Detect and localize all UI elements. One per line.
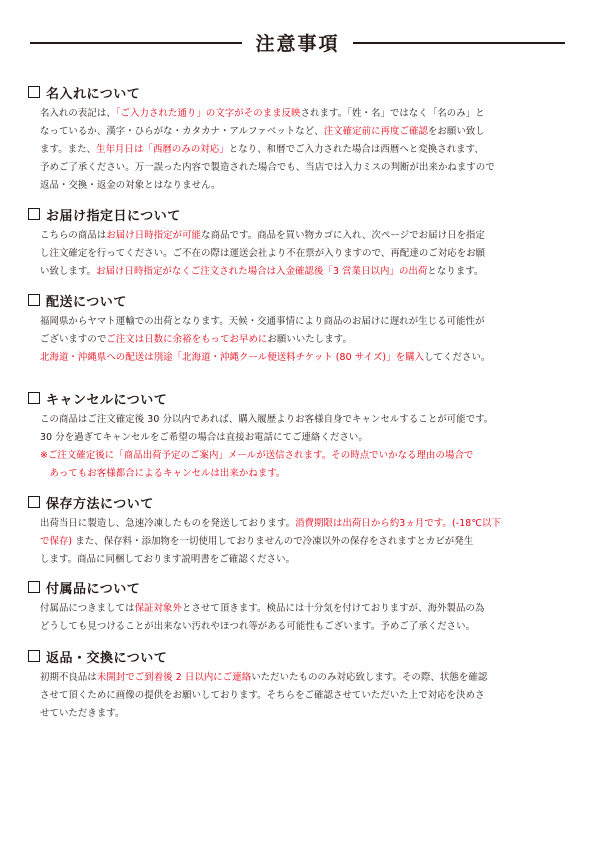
checkbox-icon bbox=[28, 650, 40, 662]
section-delivery-date bbox=[28, 205, 573, 281]
body-text: となり、和暦でご入力された場合は西暦へと変換されます、 bbox=[228, 144, 484, 155]
body-text: してください。 bbox=[424, 352, 491, 363]
section-shipping bbox=[28, 291, 573, 367]
emphasis-text: 注文確定前に再度ご確認 bbox=[323, 126, 428, 137]
checkbox-icon bbox=[28, 496, 40, 508]
body-text: します。商品に同梱しております説明書をご確認ください。 bbox=[40, 554, 296, 565]
section-body bbox=[28, 411, 573, 483]
section-body bbox=[28, 669, 573, 723]
body-text: せていただきます。 bbox=[40, 708, 125, 719]
body-text: こちらの商品は bbox=[40, 230, 107, 241]
body-text: させて頂くために画像の提供をお願いしております。そちらをご確認させていただいた上で対応を決めさ bbox=[40, 690, 485, 701]
body-text: な商品です。商品を買い物カゴに入れ、次ページでお届け日を指定 bbox=[201, 230, 485, 241]
section-title: 名入れについて bbox=[46, 86, 141, 102]
body-text: なっているか、漢字・ひらがな・カタカナ・アルファベットなど、 bbox=[40, 126, 324, 137]
body-line bbox=[40, 447, 573, 465]
emphasis-text: ご注文は日数に余裕をもってお早めに bbox=[106, 334, 268, 345]
section-accessories bbox=[28, 578, 573, 636]
section-body bbox=[28, 313, 573, 367]
body-line bbox=[40, 313, 573, 331]
body-line bbox=[40, 105, 573, 123]
body-line bbox=[40, 177, 573, 195]
body-line bbox=[40, 263, 573, 281]
section-name-engraving bbox=[28, 83, 573, 195]
body-text: また、保存料・添加物を一切使用しておりませんので冷凍以外の保存をされますとカビが発生 bbox=[72, 536, 474, 547]
body-text: 出荷当日に製造し、急速冷凍したものを発送しております。 bbox=[40, 518, 296, 529]
checkbox-icon bbox=[28, 208, 40, 220]
body-line bbox=[40, 515, 573, 533]
body-line bbox=[40, 159, 573, 177]
body-text: をお願い致し bbox=[427, 126, 485, 137]
checkbox-icon bbox=[28, 294, 40, 306]
body-line bbox=[40, 123, 573, 141]
emphasis-text: お届け日時指定がなくご注文された場合は入金確認後「3 営業日以内」の出荷 bbox=[96, 266, 428, 277]
body-text: 付属品につきましては bbox=[40, 603, 135, 614]
section-title: 付属品について bbox=[46, 581, 141, 597]
checkbox-icon bbox=[28, 86, 40, 98]
checkbox-icon bbox=[28, 392, 40, 404]
body-text: 予めご了承ください。万一誤った内容で製造された場合でも、当店では入力ミスの判断が出来かねますので bbox=[40, 162, 495, 173]
emphasis-text: 未開封でご到着後 2 日以内にご連絡 bbox=[96, 672, 252, 683]
body-text: この商品はご注文確定後 30 分以内であれば、購入履歴よりお客様自身でキャンセルすることが可能です。 bbox=[40, 414, 494, 425]
section-body bbox=[28, 105, 573, 195]
body-text: お願いいたします。 bbox=[267, 334, 352, 345]
body-line bbox=[40, 465, 573, 483]
section-cancellation bbox=[28, 389, 573, 483]
body-line bbox=[40, 245, 573, 263]
body-text: とさせて頂きます。検品には十分気を付けておりますが、海外製品の為 bbox=[181, 603, 485, 614]
body-line bbox=[40, 349, 573, 367]
emphasis-text: 消費期限は出荷日から約3ヵ月です。(-18℃以下 bbox=[295, 518, 501, 529]
body-line bbox=[40, 141, 573, 159]
section-title: 返品・交換について bbox=[46, 650, 168, 666]
checkbox-icon bbox=[28, 581, 40, 593]
section-returns bbox=[28, 647, 573, 723]
emphasis-text: 北海道・沖縄県への配送は別途「北海道・沖縄クール便送料チケット (80 サイズ)」を購入 bbox=[40, 352, 425, 363]
emphasis-text: 生年月日は「西暦のみの対応」 bbox=[96, 144, 229, 155]
section-storage bbox=[28, 493, 573, 569]
title-row bbox=[30, 32, 565, 55]
body-text: いただいたもののみ対応致します。その際、状態を確認 bbox=[251, 672, 488, 683]
emphasis-text: で保存) bbox=[40, 536, 73, 547]
body-line bbox=[40, 331, 573, 349]
emphasis-text: 保証対象外 bbox=[134, 603, 182, 614]
body-text: ございますので bbox=[40, 334, 107, 345]
body-text: い致します。 bbox=[40, 266, 97, 277]
body-text: されます。「姓・名」ではなく「名のみ」と bbox=[300, 108, 485, 119]
body-text: し注文確定を行ってください。ご不在の際は運送会社より不在票が入りますので、再配達のご対応をお願 bbox=[40, 248, 486, 259]
section-title: 保存方法について bbox=[46, 496, 154, 512]
section-title: キャンセルについて bbox=[46, 392, 168, 408]
body-text: 福岡県からヤマト運輸での出荷となります。天候・交通事情により商品のお届けに遅れが生じる可能性が bbox=[40, 316, 485, 327]
body-line bbox=[40, 705, 573, 723]
body-line bbox=[40, 429, 573, 447]
body-text: どうしても見つけることが出来ない汚れやほつれ等がある可能性もございます。予めご了承ください。 bbox=[40, 621, 476, 632]
body-text: 30 分を過ぎてキャンセルをご希望の場合は直接お電話にてご連絡ください。 bbox=[40, 432, 368, 443]
body-line bbox=[40, 600, 573, 618]
section-body bbox=[28, 515, 573, 569]
emphasis-text: お届け日時指定が可能 bbox=[106, 230, 202, 241]
body-line bbox=[40, 533, 573, 551]
section-body bbox=[28, 227, 573, 281]
body-text: 返品・交換・返金の対象とはなりません。 bbox=[40, 180, 221, 191]
body-text: 初期不良品は bbox=[40, 672, 97, 683]
section-title: 配送について bbox=[46, 294, 127, 310]
section-body bbox=[28, 600, 573, 636]
body-line bbox=[40, 551, 573, 569]
emphasis-text: ※ご注文確定後に「商品出荷予定のご案内」メールが送信されます。その時点でいかなる理由の場合で bbox=[40, 450, 474, 461]
emphasis-text: あってもお客様都合によるキャンセルは出来かねます。 bbox=[40, 468, 286, 479]
section-title: お届け指定日について bbox=[46, 208, 181, 224]
body-line bbox=[40, 618, 573, 636]
body-text: 名入れの表記は、 bbox=[40, 108, 116, 119]
body-line bbox=[40, 687, 573, 705]
body-text: となります。 bbox=[427, 266, 484, 277]
title-rule-right bbox=[353, 42, 565, 44]
body-line bbox=[40, 227, 573, 245]
body-line bbox=[40, 411, 573, 429]
body-text: ます。また、 bbox=[40, 144, 97, 155]
page-title: 注意事項 bbox=[255, 33, 340, 55]
emphasis-text: 「ご入力された通り」の文字がそのまま反映 bbox=[115, 108, 301, 119]
body-line bbox=[40, 669, 573, 687]
